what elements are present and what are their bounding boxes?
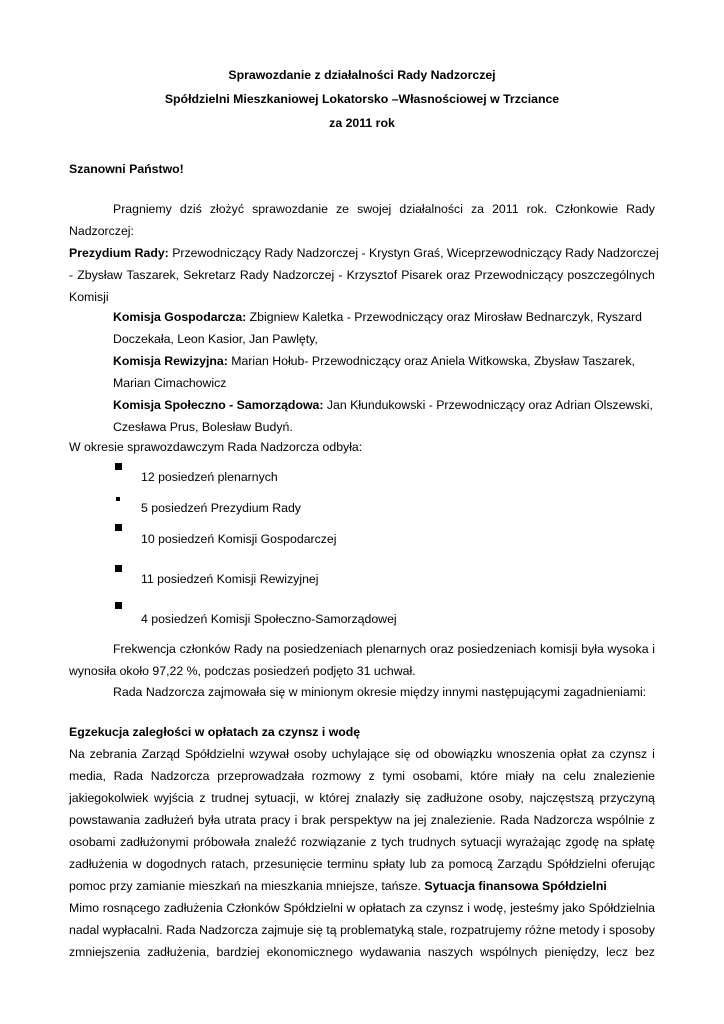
word: spłatę (622, 835, 655, 849)
word: na (266, 642, 281, 656)
commission-spoleczna-label: Komisja Społeczno - Samorządowa: (113, 398, 324, 412)
section2-line-2 (69, 923, 655, 937)
word: oraz (446, 268, 471, 282)
meeting-item-1: 12 posiedzeń plenarnych (141, 470, 278, 484)
word: - (338, 268, 343, 282)
word: trudnych (408, 835, 456, 849)
meeting-item-3: 10 posiedzeń Komisji Gospodarczej (141, 532, 337, 546)
word: Zarząd (141, 747, 181, 761)
word: ekonomicznego (266, 945, 353, 959)
commission-gospodarcza-line-1 (113, 310, 642, 324)
word: tymi (382, 769, 406, 783)
word: z (368, 769, 375, 783)
word: przyczyną (599, 791, 655, 805)
word: rosnącego (102, 901, 161, 915)
word: Rada (499, 813, 530, 827)
word: Członków (226, 901, 280, 915)
word: rozpatrujemy (450, 923, 522, 937)
word: zmniejszenia (69, 945, 141, 959)
section-heading-sytuacja: Sytuacja finansowa Spółdzielni (424, 879, 607, 893)
word: Zarządu (497, 857, 543, 871)
word: wysoka (607, 642, 649, 656)
word: w (346, 901, 356, 915)
word: lecz (606, 945, 629, 959)
word: Spółdzielni (547, 857, 607, 871)
presidium-text-1: Przewodniczący Rady Nadzorczej - Krystyn Graś, Wiceprzewodniczący Rady Nadzorczej (168, 246, 659, 260)
word: której (319, 791, 350, 805)
word: obowiązku (433, 747, 493, 761)
word: w (304, 791, 314, 805)
presidium-label: Prezydium Rady: (69, 246, 169, 260)
commission-spoleczna-line-1 (113, 398, 653, 412)
word: przeprowadzała (217, 769, 305, 783)
word: Spółdzielnia (588, 901, 655, 915)
section1-line-4 (69, 813, 655, 827)
attendance-line-1 (113, 642, 655, 656)
word: Taszarek, (126, 268, 180, 282)
word: za (591, 747, 605, 761)
word: posiedzeniach (457, 642, 537, 656)
word: i (652, 747, 655, 761)
intro-line-1 (113, 202, 655, 216)
word: była (581, 642, 604, 656)
word: nadal (69, 923, 100, 937)
word: Rady (626, 202, 655, 216)
word: od (415, 747, 430, 761)
word: pomocą (448, 857, 493, 871)
word: posiedzeniach (283, 642, 363, 656)
word: brak (301, 813, 326, 827)
word: Nadzorcza (199, 923, 258, 937)
word: wyjścia (154, 791, 194, 805)
word: swojej (357, 202, 392, 216)
word: stale, (417, 923, 447, 937)
commission-gospodarcza-line-2: Doczekała, Leon Kasior, Jan Pawlęty, (113, 332, 318, 346)
word: 2011 (492, 202, 519, 216)
commission-gospodarcza-label: Komisja Gospodarcza: (113, 310, 247, 324)
word: na (603, 835, 618, 849)
word: i (294, 813, 298, 827)
word: Rada (113, 769, 144, 783)
word: Nadzorcza (150, 769, 210, 783)
meeting-item-4: 11 posiedzeń Komisji Rewizyjnej (141, 572, 319, 586)
presidium-line-3: Komisji (69, 290, 109, 304)
word: w (132, 857, 142, 871)
word: lub (409, 857, 427, 871)
word: znalezienie (593, 769, 655, 783)
word: wodę, (473, 901, 507, 915)
greeting: Szanowni Państwo! (69, 162, 184, 176)
word: najczęstszą (529, 791, 594, 805)
word: zadłużenia (69, 857, 128, 871)
word: zgodę (565, 835, 600, 849)
word: osobami, (412, 769, 463, 783)
word: Rady (233, 642, 263, 656)
word: próbowała (193, 835, 250, 849)
word: Nadzorcza (533, 813, 593, 827)
intro-line-2: Nadzorczej: (69, 224, 134, 238)
word: wypłacalni. (102, 923, 163, 937)
word: jej (414, 813, 427, 827)
commission-rewizyjna-line-2: Marian Cimachowicz (113, 376, 227, 390)
word: zadłużenia, (147, 945, 210, 959)
word: przesunięcie (253, 857, 323, 871)
word: plenarnych (366, 642, 427, 656)
word: sposoby (609, 923, 655, 937)
section1-line-1 (69, 747, 655, 761)
word: Przewodniczący (474, 268, 564, 282)
doc-title-line-3: za 2011 rok (329, 116, 395, 130)
bullet-square (115, 524, 122, 531)
word: Mimo (69, 901, 100, 915)
word: jakiegokolwiek (69, 791, 149, 805)
word: Rada (166, 923, 196, 937)
word: oraz (429, 642, 454, 656)
word: miały (505, 769, 535, 783)
word: Nadzorczej (272, 268, 335, 282)
word: Rady (239, 268, 269, 282)
presidium-line-1 (69, 246, 659, 260)
bullet-square (115, 463, 122, 470)
word: zadłużeń (144, 813, 194, 827)
word: czynsz (425, 901, 464, 915)
word: i (602, 923, 606, 937)
presidium-line-2 (69, 268, 655, 282)
word: metody (559, 923, 600, 937)
word: z (370, 835, 377, 849)
word: Spółdzielni (184, 747, 245, 761)
section1-line-7 (69, 879, 607, 893)
word: znalazły (355, 791, 400, 805)
word: poszczególnych (567, 268, 655, 282)
word: uchylające (331, 747, 390, 761)
attendance-line-2: wynosiła około 97,22 %, podczas posiedzeń podjęto 31 uchwał. (69, 664, 416, 678)
word: różne (524, 923, 556, 937)
commission-gospodarcza-text-1: Zbigniew Kaletka - Przewodniczący oraz Mirosław Bednarczyk, Ryszard (246, 310, 642, 324)
commission-rewizyjna-line-1 (113, 354, 635, 368)
bullet-square (115, 565, 122, 572)
word: perspektyw (329, 813, 393, 827)
word: ze (336, 202, 350, 216)
word: członków (179, 642, 231, 656)
word: opłat (560, 747, 587, 761)
word: celu (563, 769, 586, 783)
bullet-square (116, 497, 120, 501)
word: za (409, 901, 423, 915)
word: czynsz (609, 747, 648, 761)
word: które (470, 769, 498, 783)
word: wnoszenia (497, 747, 556, 761)
word: wspólnie (596, 813, 645, 827)
word: utrata (224, 813, 257, 827)
word: bardziej (216, 945, 260, 959)
word: zadłużone (426, 791, 483, 805)
word: Sekretarz (183, 268, 236, 282)
word: zadłużonymi (120, 835, 189, 849)
section1-line-3 (69, 791, 655, 805)
word: dogodnych (146, 857, 207, 871)
section-heading-egzekucja: Egzekucja zaległości w opłatach za czynsz i wodę (69, 725, 361, 739)
word: się (394, 747, 411, 761)
word: opłatach (359, 901, 406, 915)
section2-line-1 (69, 901, 655, 915)
word: jesteśmy (510, 901, 559, 915)
word: spłaty (372, 857, 406, 871)
word: Krzysztof (346, 268, 398, 282)
word: rok. (526, 202, 548, 216)
bullet-square (115, 602, 122, 609)
meetings-intro: W okresie sprawozdawczym Rada Nadzorcza odbyła: (69, 440, 363, 454)
word: złożyć (209, 202, 244, 216)
section1-line-6 (69, 857, 655, 871)
word: naszych (427, 945, 473, 959)
word: zajmuje (261, 923, 304, 937)
word: Pragniemy (113, 202, 172, 216)
word: znaleźć (254, 835, 297, 849)
word: bez (635, 945, 655, 959)
word: terminu (327, 857, 369, 871)
word: wzywał (249, 747, 289, 761)
word: osobami (69, 835, 116, 849)
word: tą (326, 923, 337, 937)
word: zadłużenia (163, 901, 223, 915)
doc-title-line-1: Sprawozdanie z działalności Rady Nadzorczej (228, 68, 496, 82)
word: wspólnych (480, 945, 538, 959)
word: z (648, 813, 655, 827)
word: i (467, 901, 470, 915)
word: jako (562, 901, 585, 915)
word: wydawania (359, 945, 421, 959)
section1-line-2 (69, 769, 655, 783)
word: trudnej (211, 791, 249, 805)
section2-line-3 (69, 945, 655, 959)
word: powstawania (69, 813, 141, 827)
commission-spoleczna-text-1: Jan Kłundukowski - Przewodniczący oraz Adrian Olszewski, (323, 398, 653, 412)
word: znalezienie. (430, 813, 496, 827)
word: problematyką (340, 923, 414, 937)
word: sytuacji, (254, 791, 299, 805)
meeting-item-2: 5 posiedzeń Prezydium Rady (141, 501, 301, 515)
word: na (541, 769, 556, 783)
word: pracy (260, 813, 291, 827)
word: osoby, (488, 791, 524, 805)
word: Spółdzielni (283, 901, 343, 915)
word: pieniędzy, (544, 945, 600, 959)
word: tych (381, 835, 404, 849)
word: działalności (399, 202, 463, 216)
word: ratach, (211, 857, 249, 871)
word: zebrania (89, 747, 137, 761)
word: rozmowy (311, 769, 361, 783)
word: Na (69, 747, 85, 761)
word: sprawozdanie (252, 202, 328, 216)
word: osoby (293, 747, 327, 761)
word: z (199, 791, 206, 805)
word: i (652, 642, 655, 656)
meeting-item-5: 4 posiedzeń Komisji Społeczno-Samorządowej (141, 612, 397, 626)
commission-rewizyjna-text-1: Marian Hołub- Przewodniczący oraz Aniela Witkowska, Zbysław Taszarek, (227, 354, 635, 368)
word: się (307, 923, 323, 937)
commission-spoleczna-line-2: Czesława Prus, Bolesław Budyń. (113, 420, 293, 434)
word: sytuacji (460, 835, 502, 849)
attendance-line-3: Rada Nadzorcza zajmowała się w minionym okresie między innymi następującymi zagadnieniami: (113, 685, 647, 699)
word: się (405, 791, 422, 805)
section1-last-text: pomoc przy zamianie mieszkań na mieszkania mniejsze, tańsze. (69, 879, 425, 893)
word: za (471, 202, 485, 216)
word: - (69, 268, 74, 282)
word: Członkowie (555, 202, 619, 216)
word: na (396, 813, 410, 827)
word: Pisarek (401, 268, 443, 282)
doc-title-line-2: Spółdzielni Mieszkaniowej Lokatorsko –Własnościowej w Trzciance (164, 92, 560, 106)
word: Frekwencja (113, 642, 176, 656)
commission-rewizyjna-label: Komisja Rewizyjna: (113, 354, 228, 368)
word: za (430, 857, 444, 871)
word: rozwiązanie (300, 835, 366, 849)
word: Zbysław (77, 268, 123, 282)
word: była (197, 813, 221, 827)
word: wyrażając (506, 835, 561, 849)
word: media, (69, 769, 106, 783)
word: komisji (539, 642, 578, 656)
section1-line-5 (69, 835, 655, 849)
word: oferując (611, 857, 655, 871)
word: dziś (179, 202, 202, 216)
